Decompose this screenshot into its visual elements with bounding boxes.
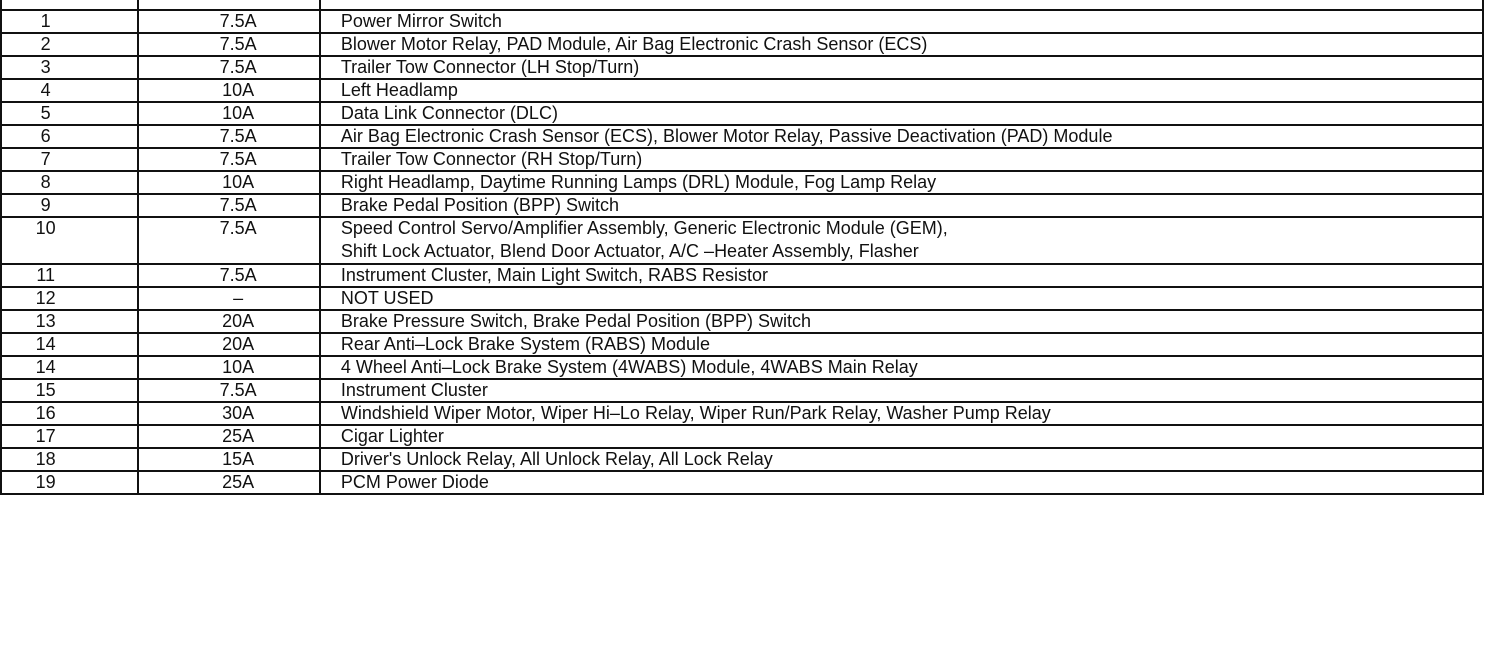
- fuse-amperage-cell: 7.5A: [138, 56, 319, 79]
- circuits-protected-cell: [320, 102, 1483, 125]
- circuits-protected-cell: [320, 148, 1483, 171]
- table-row: [1, 356, 1483, 379]
- circuits-protected-cell: [320, 33, 1483, 56]
- fuse-amperage-cell: 7.5A: [138, 125, 319, 148]
- fuse-amperage-cell: 10A: [138, 102, 319, 125]
- fuse-amperage-cell: 10A: [138, 171, 319, 194]
- circuits-protected-cell: [320, 56, 1483, 79]
- fuse-amperage-cell: 10A: [138, 79, 319, 102]
- circuit-description: Power Mirror Switch: [340, 11, 502, 31]
- circuit-description: Trailer Tow Connector (LH Stop/Turn): [340, 57, 640, 77]
- table-row: [1, 194, 1483, 217]
- table-row: [1, 10, 1483, 33]
- table-row: [1, 310, 1483, 333]
- fuse-position-cell: 19: [1, 471, 138, 494]
- fuse-amperage-cell: 7.5A: [138, 33, 319, 56]
- table-row: [1, 333, 1483, 356]
- table-cell: [320, 0, 1483, 10]
- fuse-amperage-cell: –: [138, 287, 319, 310]
- fuse-amperage-cell: 7.5A: [138, 264, 319, 287]
- fuse-table-body: [1, 0, 1483, 494]
- table-row: [1, 448, 1483, 471]
- fuse-amperage-cell: 7.5A: [138, 194, 319, 217]
- fuse-amperage-cell: 7.5A: [138, 379, 319, 402]
- circuit-description: Windshield Wiper Motor, Wiper Hi–Lo Relay, Wiper Run/Park Relay, Washer Pump Relay: [340, 403, 1051, 423]
- fuse-amperage-cell: 20A: [138, 310, 319, 333]
- circuits-protected-cell: [320, 194, 1483, 217]
- circuits-protected-cell: [320, 264, 1483, 287]
- fuse-position-cell: 4: [1, 79, 138, 102]
- table-row-partial: [1, 0, 1483, 10]
- circuit-description: Air Bag Electronic Crash Sensor (ECS), Blower Motor Relay, Passive Deactivation (PAD) Module: [340, 126, 1113, 146]
- circuits-protected-cell: [320, 402, 1483, 425]
- fuse-amperage-cell: 10A: [138, 356, 319, 379]
- fuse-position-cell: 6: [1, 125, 138, 148]
- fuse-position-cell: 15: [1, 379, 138, 402]
- fuse-amperage-cell: 25A: [138, 425, 319, 448]
- circuits-protected-cell: [320, 310, 1483, 333]
- circuit-description: Right Headlamp, Daytime Running Lamps (DRL) Module, Fog Lamp Relay: [340, 172, 937, 192]
- fuse-position-cell: 16: [1, 402, 138, 425]
- circuit-description: Speed Control Servo/Amplifier Assembly, Generic Electronic Module (GEM),: [340, 218, 948, 238]
- circuits-protected-cell: [320, 10, 1483, 33]
- table-cell: [138, 0, 319, 10]
- fuse-position-cell: 1: [1, 10, 138, 33]
- circuit-description: Shift Lock Actuator, Blend Door Actuator, A/C –Heater Assembly, Flasher: [340, 241, 919, 261]
- fuse-amperage-cell: 7.5A: [138, 148, 319, 171]
- table-row: [1, 287, 1483, 310]
- table-row: [1, 102, 1483, 125]
- circuits-protected-cell: [320, 79, 1483, 102]
- fuse-position-cell: 5: [1, 102, 138, 125]
- circuits-protected-cell: [320, 356, 1483, 379]
- circuit-description: Left Headlamp: [340, 80, 458, 100]
- fuse-position-cell: 3: [1, 56, 138, 79]
- circuits-protected-cell: [320, 125, 1483, 148]
- fuse-amperage-cell: 7.5A: [138, 10, 319, 33]
- circuit-description: Trailer Tow Connector (RH Stop/Turn): [340, 149, 643, 169]
- fuse-amperage-cell: 20A: [138, 333, 319, 356]
- circuits-protected-cell: [320, 217, 1483, 264]
- circuits-protected-cell: [320, 471, 1483, 494]
- table-row: [1, 379, 1483, 402]
- circuits-protected-cell: [320, 448, 1483, 471]
- table-row: [1, 33, 1483, 56]
- table-row: [1, 56, 1483, 79]
- circuit-description: Data Link Connector (DLC): [340, 103, 558, 123]
- circuit-description: Instrument Cluster: [340, 380, 488, 400]
- table-row: [1, 148, 1483, 171]
- circuits-protected-cell: [320, 171, 1483, 194]
- table-row: [1, 171, 1483, 194]
- circuit-description: PCM Power Diode: [340, 472, 489, 492]
- fuse-position-cell: 8: [1, 171, 138, 194]
- fuse-position-cell: 17: [1, 425, 138, 448]
- fuse-position-cell: 12: [1, 287, 138, 310]
- fuse-position-cell: 2: [1, 33, 138, 56]
- fuse-position-cell: 9: [1, 194, 138, 217]
- circuit-description: 4 Wheel Anti–Lock Brake System (4WABS) Module, 4WABS Main Relay: [340, 357, 918, 377]
- fuse-position-cell: 11: [1, 264, 138, 287]
- table-row: [1, 425, 1483, 448]
- fuse-position-cell: 14: [1, 356, 138, 379]
- fuse-position-cell: 14: [1, 333, 138, 356]
- table-row: [1, 79, 1483, 102]
- circuit-description: NOT USED: [340, 288, 434, 308]
- fuse-position-cell: 7: [1, 148, 138, 171]
- fuse-amperage-cell: 25A: [138, 471, 319, 494]
- circuit-description: Instrument Cluster, Main Light Switch, RABS Resistor: [340, 265, 769, 285]
- fuse-amperage-cell: 7.5A: [138, 217, 319, 264]
- circuits-protected-cell: [320, 425, 1483, 448]
- circuits-protected-cell: [320, 333, 1483, 356]
- circuits-protected-cell: [320, 287, 1483, 310]
- circuit-description: Brake Pressure Switch, Brake Pedal Position (BPP) Switch: [340, 311, 812, 331]
- circuits-protected-cell: [320, 379, 1483, 402]
- circuit-description: Rear Anti–Lock Brake System (RABS) Module: [340, 334, 710, 354]
- table-row: [1, 264, 1483, 287]
- fuse-position-cell: 18: [1, 448, 138, 471]
- fuse-amperage-cell: 15A: [138, 448, 319, 471]
- circuit-description: Driver's Unlock Relay, All Unlock Relay, All Lock Relay: [340, 449, 773, 469]
- table-cell: [1, 0, 138, 10]
- fuse-amperage-cell: 30A: [138, 402, 319, 425]
- circuit-description: Cigar Lighter: [340, 426, 444, 446]
- table-row: [1, 471, 1483, 494]
- table-row: [1, 217, 1483, 264]
- table-row: [1, 402, 1483, 425]
- fuse-position-cell: 13: [1, 310, 138, 333]
- circuit-description: Brake Pedal Position (BPP) Switch: [340, 195, 619, 215]
- circuit-description: Blower Motor Relay, PAD Module, Air Bag Electronic Crash Sensor (ECS): [340, 34, 928, 54]
- fuse-position-cell: 10: [1, 217, 138, 264]
- table-row: [1, 125, 1483, 148]
